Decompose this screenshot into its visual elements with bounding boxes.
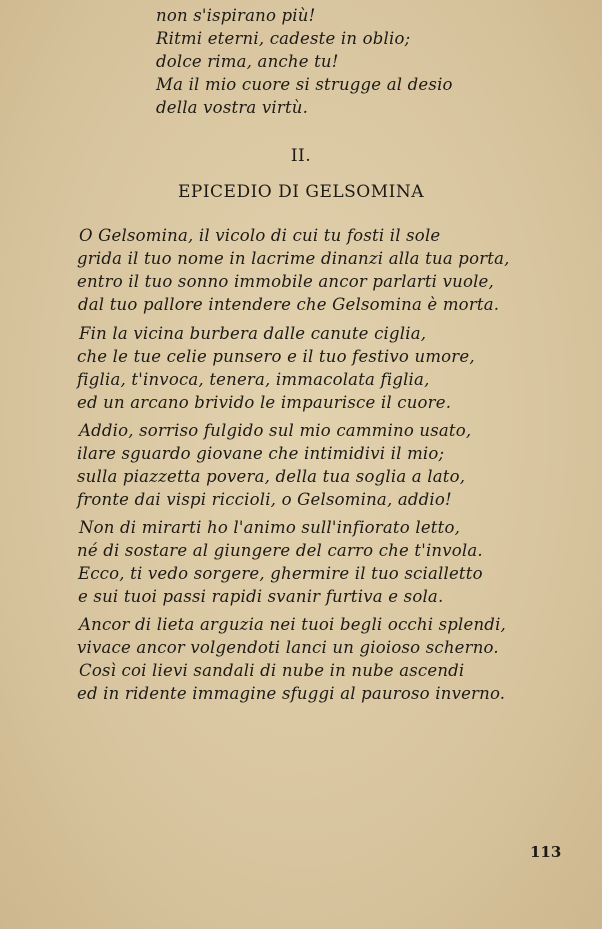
poem-line: Ritmi eterni, cadeste in oblio; [156,29,411,48]
poem-line: non s'ispirano più! [156,6,316,25]
poem-title: EPICEDIO DI GELSOMINA [177,182,425,202]
poem-line: Ecco, ti vedo sorgere, ghermire il tuo scialletto [78,564,483,583]
section-number: II. [290,146,312,166]
poem-line: vivace ancor volgendoti lanci un gioioso scherno. [77,638,499,657]
page-number: 113 [530,843,562,861]
poem-line: che le tue celie punsero e il tuo festivo umore, [77,347,475,366]
poem-line: Così coi lievi sandali di nube in nube ascendi [79,661,465,680]
poem-line: grida il tuo nome in lacrime dinanzi alla tua porta, [77,249,510,268]
poem-line: Fin la vicina burbera dalle canute ciglia, [79,324,427,343]
poem-line: ed in ridente immagine sfuggi al pauroso inverno. [77,684,506,703]
poem-line: Addio, sorriso fulgido sul mio cammino usato, [79,421,472,440]
poem-line: e sui tuoi passi rapidi svanir furtiva e sola. [78,587,444,606]
poem-line: fronte dai vispi riccioli, o Gelsomina, addio! [77,490,452,509]
poem-line: sulla piazzetta povera, della tua soglia a lato, [77,467,466,486]
poem-line: Ma il mio cuore si strugge al desio [156,75,453,94]
poem-line: dolce rima, anche tu! [156,52,339,71]
poem-line: O Gelsomina, il vicolo di cui tu fosti il sole [79,226,441,245]
poem-line: Ancor di lieta arguzia nei tuoi begli occhi splendi, [79,615,506,634]
poem-line: Non di mirarti ho l'animo sull'infiorato letto, [79,518,461,537]
poem-line: ilare sguardo giovane che intimidivi il mio; [77,444,445,463]
poem-line: della vostra virtù. [156,98,309,117]
poem-line: figlia, t'invoca, tenera, immacolata figlia, [77,370,430,389]
poem-line: dal tuo pallore intendere che Gelsomina è morta. [78,295,500,314]
poem-line: ed un arcano brivido le impaurisce il cuore. [77,393,452,412]
poem-line: entro il tuo sonno immobile ancor parlarti vuole, [77,272,494,291]
poem-line: né di sostare al giungere del carro che t'invola. [77,541,483,560]
